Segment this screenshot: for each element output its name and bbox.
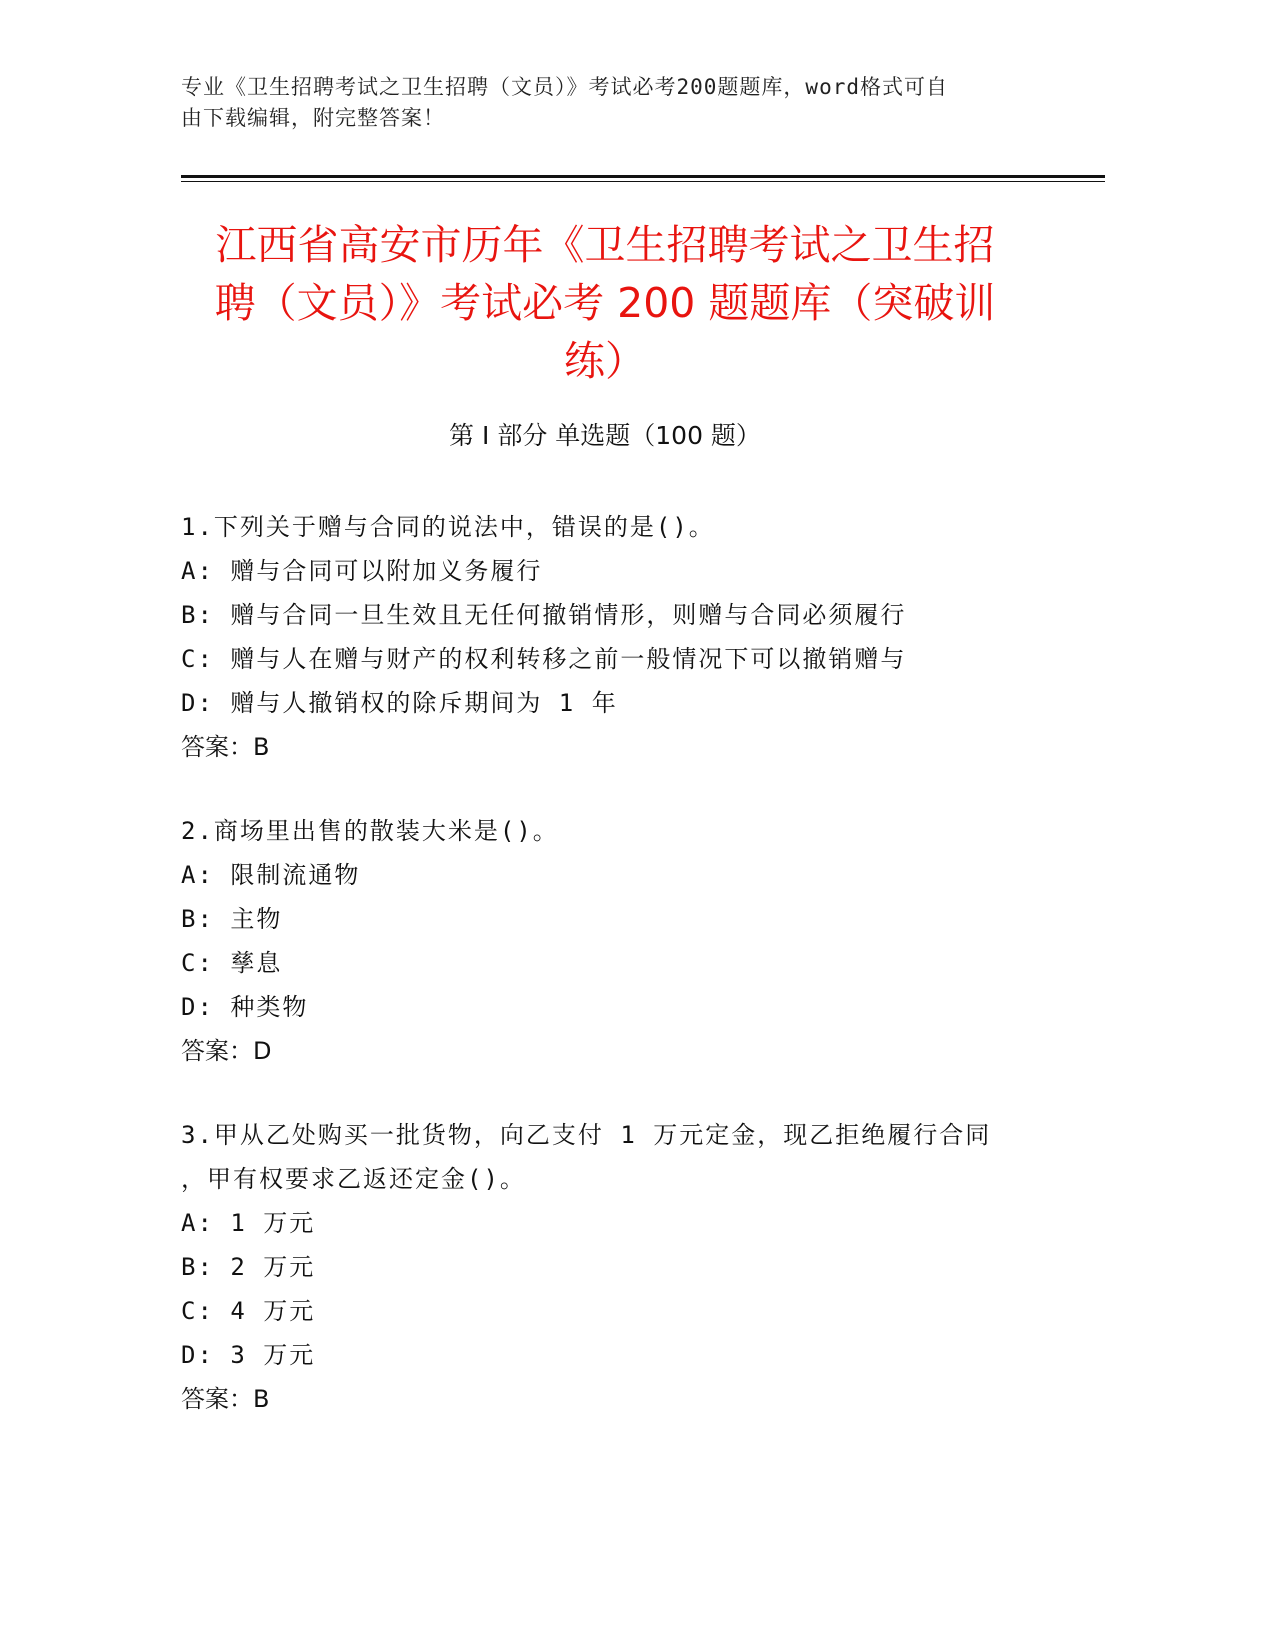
header-divider-thick <box>181 175 1105 178</box>
option-c: C: 4 万元 <box>181 1297 316 1325</box>
option-d: D: 赠与人撤销权的除斥期间为 1 年 <box>181 689 618 717</box>
title-line-1: 江西省高安市历年《卫生招聘考试之卫生招 <box>215 221 995 269</box>
document-title <box>181 216 1029 390</box>
question-stem: 2.商场里出售的散装大米是()。 <box>181 817 559 845</box>
option-a: A: 1 万元 <box>181 1209 316 1237</box>
question-stem-continued: ，甲有权要求乙返还定金()。 <box>181 1165 526 1193</box>
answer: 答案：B <box>181 733 270 761</box>
option-c: C: 孳息 <box>181 949 283 977</box>
header-note <box>181 72 1051 134</box>
section-title: 第 I 部分 单选题（100 题） <box>449 421 761 450</box>
header-divider-thin <box>181 181 1105 182</box>
title-line-3: 练） <box>564 337 646 385</box>
option-d: D: 3 万元 <box>181 1341 316 1369</box>
option-a: A: 限制流通物 <box>181 861 361 889</box>
question-stem: 1.下列关于赠与合同的说法中，错误的是()。 <box>181 513 715 541</box>
question-list <box>181 505 1061 1461</box>
header-note-line-2: 由下载编辑，附完整答案！ <box>181 106 445 130</box>
question-3 <box>181 1113 1061 1421</box>
answer: 答案：D <box>181 1037 272 1065</box>
title-line-2: 聘（文员）》考试必考 200 题题库（突破训 <box>214 279 996 327</box>
option-c: C: 赠与人在赠与财产的权利转移之前一般情况下可以撤销赠与 <box>181 645 907 673</box>
header-note-line-1: 专业《卫生招聘考试之卫生招聘（文员）》考试必考200题题库，word格式可自 <box>181 75 948 99</box>
answer: 答案：B <box>181 1385 270 1413</box>
question-stem: 3.甲从乙处购买一批货物，向乙支付 1 万元定金，现乙拒绝履行合同 <box>181 1121 992 1149</box>
option-b: B: 赠与合同一旦生效且无任何撤销情形，则赠与合同必须履行 <box>181 601 907 629</box>
option-d: D: 种类物 <box>181 993 309 1021</box>
question-1 <box>181 505 1061 769</box>
option-a: A: 赠与合同可以附加义务履行 <box>181 557 543 585</box>
question-2 <box>181 809 1061 1073</box>
option-b: B: 2 万元 <box>181 1253 316 1281</box>
option-b: B: 主物 <box>181 905 283 933</box>
